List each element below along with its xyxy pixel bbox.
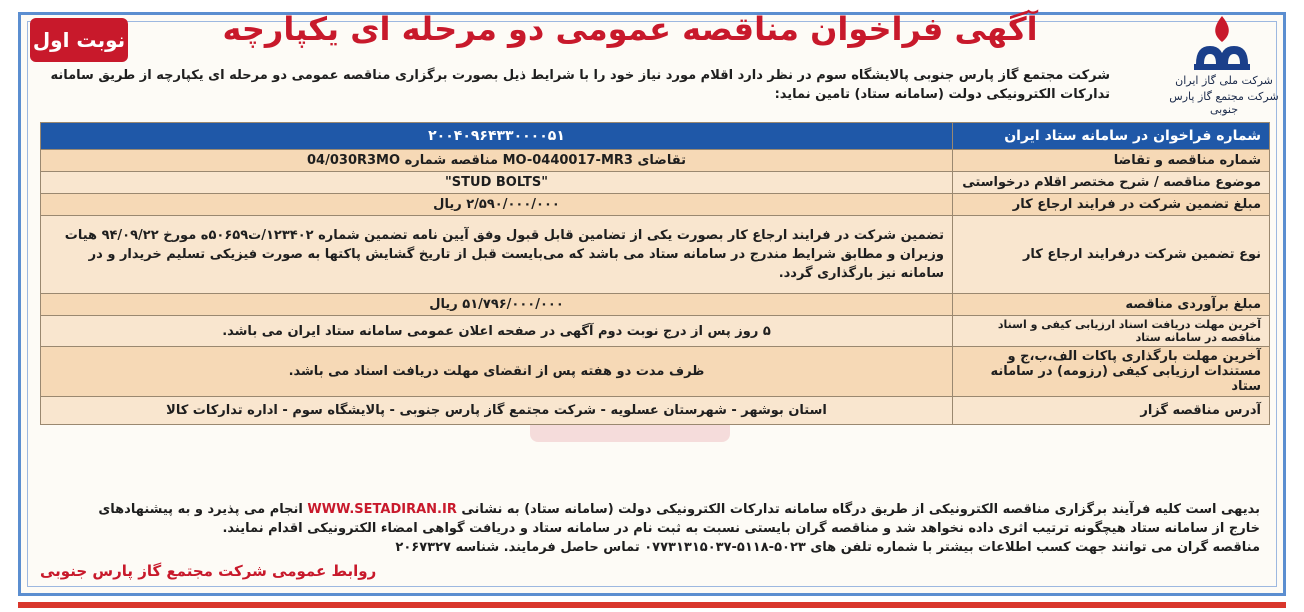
row-label: شماره مناقصه و تقاضا — [953, 150, 1270, 172]
row-value: تضمین شرکت در فرایند ارجاع کار بصورت یکی از تضامین قابل قبول وفق آیین نامه تضمین شماره ۱۲۳۴۰۲/ت۵۰۶۵۹ه مورخ ۹۴/۰۹/۲۲ هیات وزیران و مطابق شرایط مندرج در سامانه ستاد می باشد که می‌بایست قبل از تاریخ گشایش پاکتها به صورت فیزیکی تسلیم خریدار و در سامانه نیز بارگذاری گردد. — [41, 216, 953, 294]
row-value: استان بوشهر - شهرستان عسلویه - شرکت مجتمع گاز پارس جنوبی - پالایشگاه سوم - اداره تدارکات کالا — [41, 397, 953, 425]
row-value: "STUD BOLTS" — [41, 172, 953, 194]
table-row — [41, 172, 1270, 194]
table-row — [41, 294, 1270, 316]
table-header-row — [41, 123, 1270, 150]
row-value: ۵۱/۷۹۶/۰۰۰/۰۰۰ ریال — [41, 294, 953, 316]
row-label: مبلغ تضمین شرکت در فرایند ارجاع کار — [953, 194, 1270, 216]
footer-line-1-a: بدیهی است کلیه فرآیند برگزاری مناقصه الکترونیکی از طریق درگاه سامانه تدارکات الکترونیکی دولت (سامانه ستاد) به نشانی — [461, 502, 1260, 517]
first-publication-badge: نوبت اول — [30, 18, 128, 62]
table-row — [41, 194, 1270, 216]
row-value: ظرف مدت دو هفته پس از انقضای مهلت دریافت اسناد می باشد. — [41, 347, 953, 397]
row-value: ۵ روز پس از درج نوبت دوم آگهی در صفحه اعلان عمومی سامانه ستاد ایران می باشد. — [41, 316, 953, 347]
table-row — [41, 397, 1270, 425]
org-name-complex: شرکت مجتمع گاز پارس جنوبی — [1169, 90, 1279, 116]
setadiran-link[interactable]: WWW.SETADIRAN.IR — [307, 502, 457, 517]
row-label: آدرس مناقصه گزار — [953, 397, 1270, 425]
footer-line-2: خارج از سامانه ستاد هیچگونه ترتیب اثری داده نخواهد شد و مناقصه گران بایستی نسبت به ثبت نام در سامانه ستاد و دریافت گواهی امضاء الکترونیکی اقدام نمایند. — [222, 521, 1260, 536]
row-label: آخرین مهلت دریافت اسناد ارزیابی کیفی و اسناد مناقصه در سامانه ستاد — [953, 316, 1270, 347]
flame-logo-icon — [1190, 14, 1254, 72]
row-label: مبلغ برآوردی مناقصه — [953, 294, 1270, 316]
public-relations-signature: روابط عمومی شرکت مجتمع گاز پارس جنوبی — [40, 562, 377, 580]
company-logo — [1164, 14, 1284, 116]
table-row — [41, 216, 1270, 294]
footer-line-1-b: انجام می پذیرد و به پیشنهادهای — [98, 502, 303, 517]
table-row — [41, 150, 1270, 172]
table-row — [41, 316, 1270, 347]
row-label: آخرین مهلت بارگذاری پاکات الف،ب،ج و مستندات ارزیابی کیفی (رزومه) در سامانه ستاد — [953, 347, 1270, 397]
row-label: نوع تضمین شرکت درفرایند ارجاع کار — [953, 216, 1270, 294]
intro-text — [40, 66, 1110, 104]
row-value: ۲/۵۹۰/۰۰۰/۰۰۰ ریال — [41, 194, 953, 216]
header-label-cell: شماره فراخوان در سامانه ستاد ایران — [953, 123, 1270, 150]
intro-line-1: شرکت مجتمع گاز پارس جنوبی پالایشگاه سوم در نظر دارد اقلام مورد نیاز خود را با شرایط ذیل بصورت برگزاری مناقصه عمومی دو مرحله ای یکپارچه از طریق سامانه — [50, 68, 1110, 83]
tender-details-table — [40, 122, 1270, 425]
bottom-divider — [18, 602, 1286, 608]
footer-line-3: مناقصه گران می توانند جهت کسب اطلاعات بیشتر با شماره تلفن های ۵۰۲۳-۵۱۱۸-۰۷۷۳۱۳۱۵۰۳۷ تماس حاصل فرمایند. شناسه ۲۰۶۷۳۲۷ — [395, 540, 1260, 555]
footer-text — [30, 500, 1260, 557]
footer-line-1 — [30, 500, 1260, 519]
org-name-national: شرکت ملی گاز ایران — [1175, 74, 1273, 87]
tender-call-number: ۲۰۰۴۰۹۶۴۳۳۰۰۰۰۵۱ — [41, 123, 953, 150]
row-label: موضوع مناقصه / شرح مختصر اقلام درخواستی — [953, 172, 1270, 194]
row-value: تقاضای MO-0440017-MR3 مناقصه شماره 04/030R3MO — [41, 150, 953, 172]
notice-title: آگهی فراخوان مناقصه عمومی دو مرحله ای یکپارچه — [222, 10, 1038, 48]
intro-line-2: تدارکات الکترونیکی دولت (سامانه ستاد) تامین نماید: — [774, 87, 1110, 102]
table-row — [41, 347, 1270, 397]
